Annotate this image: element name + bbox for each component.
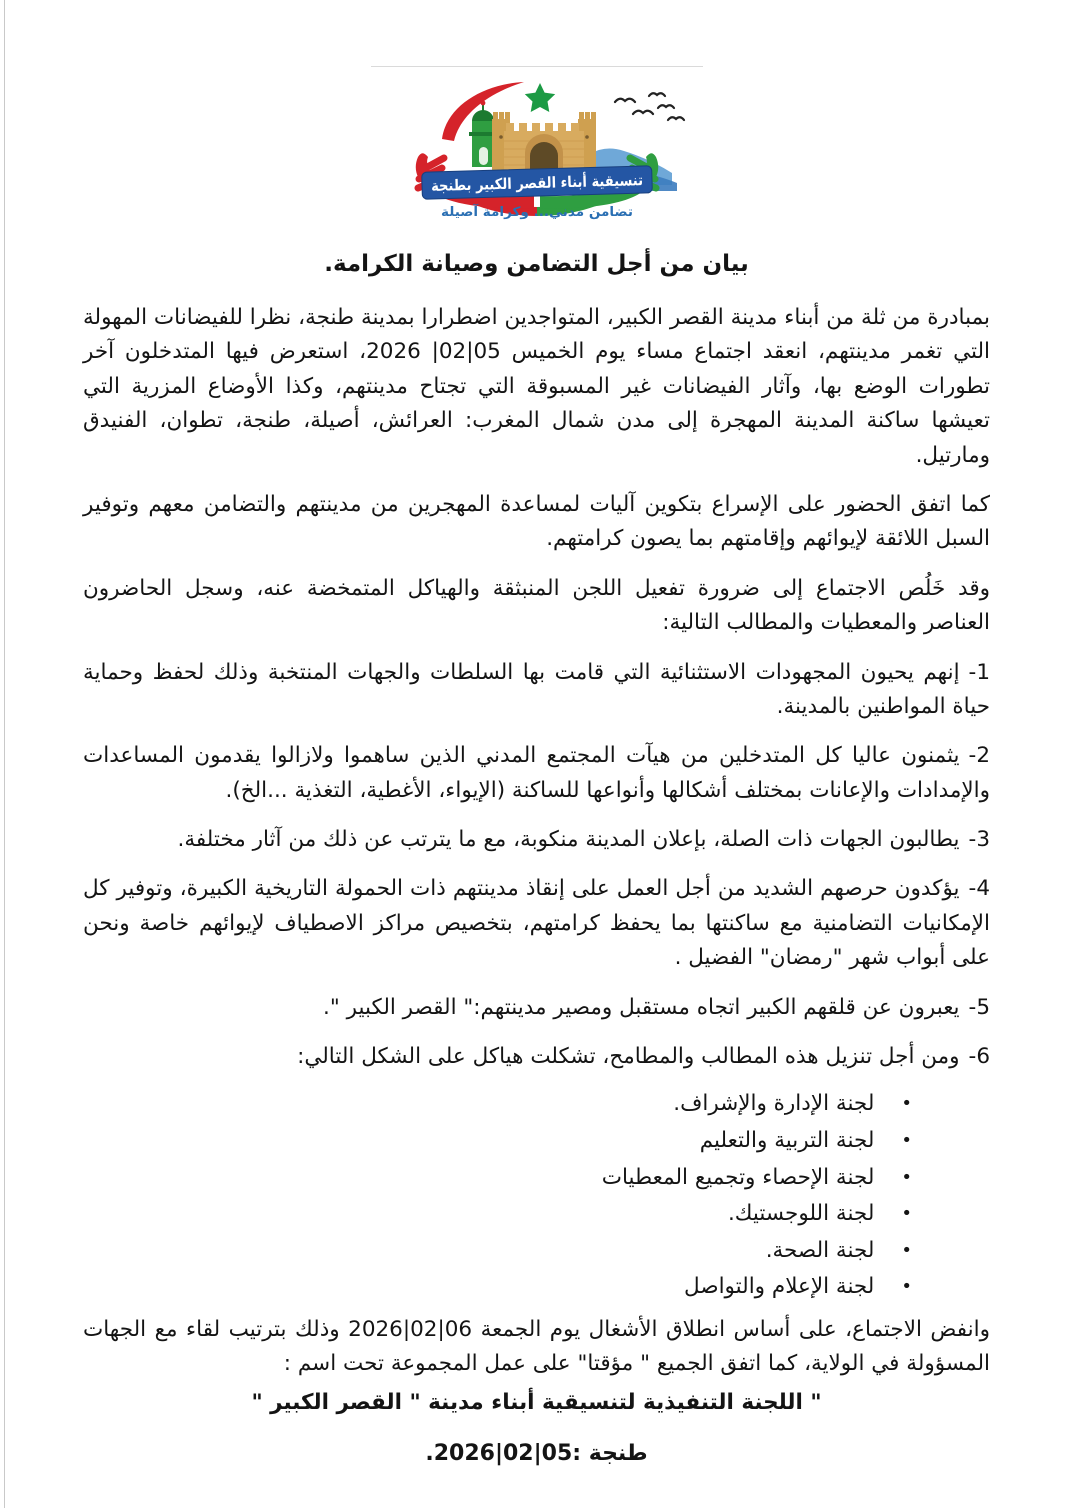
committee-admin: لجنة الإدارة والإشراف. — [673, 1091, 875, 1117]
item-3-marker: 3- — [968, 827, 990, 853]
numbered-item-1 — [83, 656, 990, 725]
item-2-marker: 2- — [968, 743, 990, 769]
page-title: بيان من أجل التضامن وصيانة الكرامة. — [324, 251, 749, 277]
list-item — [83, 1163, 912, 1194]
closing-paragraph: وانفض الاجتماع، على أساس انطلاق الأشغال يوم الجمعة 06|02|2026 وذلك بترتيب لقاء مع الجهات المسؤولة في الولاية، كما اتفق الجميع " مؤقتا" على عمل المجموعة تحت اسم : — [83, 1316, 990, 1377]
list-item — [83, 1089, 912, 1120]
list-item — [83, 1272, 912, 1303]
numbered-item-4 — [83, 872, 990, 975]
castle-icon — [492, 112, 596, 171]
item-3-text: يطالبون الجهات ذات الصلة، بإعلان المدينة منكوبة، مع ما يترتب عن ذلك من آثار مختلفة. — [177, 827, 960, 853]
birds-icon — [615, 93, 684, 120]
committee-logistics: لجنة اللوجستيك. — [727, 1201, 875, 1227]
bullet-icon: • — [901, 1166, 912, 1188]
bullet-icon: • — [901, 1093, 912, 1115]
paragraph-conclusion: وقد خَلُص الاجتماع إلى ضرورة تفعيل اللجن المنبثقة والهياكل المتمخضة عنه، وسجل الحاضرون العناصر والمعطيات والمطالب التالية: — [83, 575, 990, 636]
executive-committee-name: " اللجنة التنفيذية لتنسيقية أبناء مدينة " القصر الكبير " — [251, 1389, 822, 1415]
item-2-text: يثمنون عاليا كل المتدخلين من هيآت المجتمع المدني الذين ساهموا ولازالوا يقدمون المساعدات والإمدادات والإعانات بمختلف أشكالها وأنواعها للساكنة (الإيواء، الأغطية، التغذية ...الخ). — [83, 743, 990, 803]
star-icon — [524, 83, 554, 112]
bullet-icon: • — [901, 1239, 912, 1261]
item-5-marker: 5- — [968, 994, 990, 1020]
logo-graphic — [372, 75, 702, 225]
bullet-icon: • — [901, 1276, 912, 1298]
list-item — [83, 1126, 912, 1157]
scan-edge-line — [4, 0, 5, 1508]
paragraph-agreement: كما اتفق الحضور على الإسراع بتكوين آليات لمساعدة المهجرين من مدينتهم والتضامن معهم وتوفير السبل اللائقة لإيوائهم وإقامتهم بما يصون كرامتهم. — [83, 491, 990, 552]
organization-logo — [371, 66, 703, 229]
logo-banner — [421, 166, 675, 199]
date-place-line: طنجة :05|02|2026. — [425, 1441, 648, 1467]
numbered-item-2 — [83, 739, 990, 808]
committee-census: لجنة الإحصاء وتجميع المعطيات — [601, 1164, 875, 1190]
item-1-text: إنهم يحيون المجهودات الاستثنائية التي قامت بها السلطات والجهات المنتخبة وذلك لحفظ وحماية حياة المواطنين بالمدينة. — [83, 659, 990, 719]
bullet-icon: • — [901, 1203, 912, 1225]
committee-education: لجنة التربية والتعليم — [699, 1128, 875, 1154]
list-item — [83, 1199, 912, 1230]
logo-banner-text: تنسيقية أبناء القصر الكبير بطنجة — [430, 170, 675, 195]
paragraph-intro: بمبادرة من ثلة من أبناء مدينة القصر الكبير، المتواجدين اضطرارا بمدينة طنجة، نظرا للفيضانات المهولة التي تغمر مدينتهم، انعقد اجتماع مساء يوم الخميس 05|02| 2026، استعرض فيها المتدخلون آخر تطورات الوضع بها، وآثار الفيضانات غير المسبوقة التي تجتاح مدينتهم، وكذا الأوضاع المزرية التي تعيشها ساكنة المدينة المهجرة إلى مدن شمال المغرب: العرائش، أصيلة، طنجة، تطوان، الفنيدق ومارتيل. — [83, 305, 990, 468]
item-6-text: ومن أجل تنزيل هذه المطالب والمطامح، تشكلت هياكل على الشكل التالي: — [297, 1044, 960, 1070]
logo-tagline-text: تضامن مدني... وكرامة آصيلة — [440, 205, 625, 220]
item-5-text: يعبرون عن قلقهم الكبير اتجاه مستقبل ومصير مدينتهم:" القصر الكبير ". — [323, 994, 960, 1020]
item-6-marker: 6- — [968, 1044, 990, 1070]
item-1-marker: 1- — [968, 659, 990, 685]
committee-media: لجنة الإعلام والتواصل — [684, 1274, 875, 1300]
committee-list — [83, 1089, 912, 1303]
list-item — [83, 1236, 912, 1267]
numbered-item-5 — [83, 991, 990, 1025]
numbered-item-6 — [83, 1040, 990, 1074]
numbered-item-3 — [83, 823, 990, 857]
document-body — [0, 301, 1073, 1471]
bullet-icon: • — [901, 1130, 912, 1152]
item-4-marker: 4- — [968, 876, 990, 902]
item-4-text: يؤكدون حرصهم الشديد من أجل العمل على إنقاذ مدينتهم ذات الحمولة التاريخية الكبيرة، وتوفير كل الإمكانيات التضامنية مع ساكنتها بما يحفظ كرامتهم، بتخصيص مراكز الاصطياف لإيوائهم خاصة ونحن على أبواب شهر "رمضان" الفضيل . — [83, 876, 990, 971]
committee-health: لجنة الصحة. — [765, 1237, 875, 1263]
